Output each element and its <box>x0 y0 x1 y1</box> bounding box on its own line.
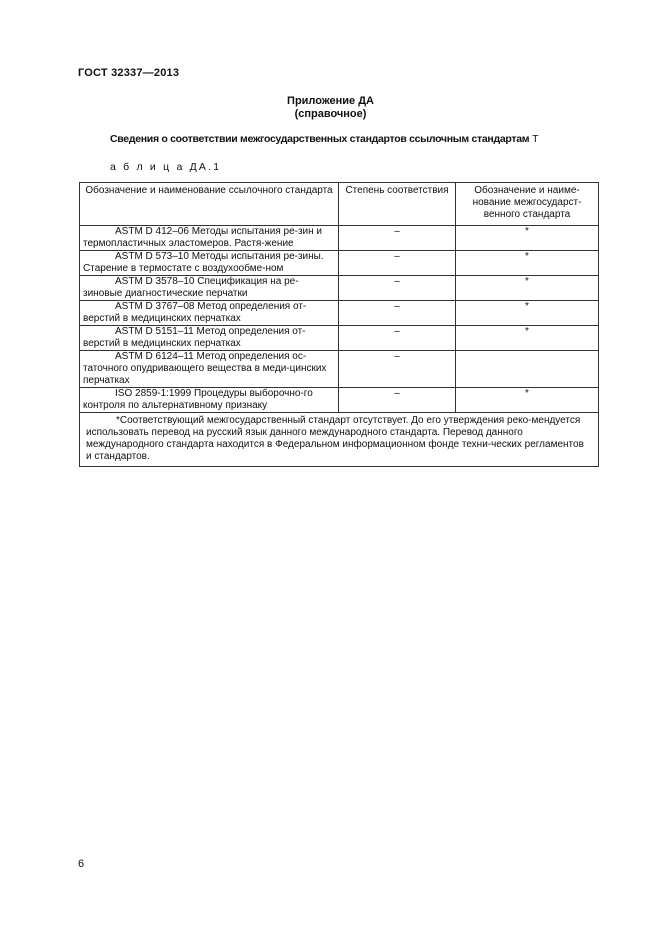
table-row <box>80 351 599 388</box>
correspondence-table <box>79 182 599 467</box>
row-gost: * <box>456 226 599 251</box>
row-degree: – <box>339 251 456 276</box>
row-standard-name: ASTM D 573–10 Методы испытания ре-зины. Старение в термостате с воздухообме-ном <box>80 251 339 276</box>
header-degree: Степень соответствия <box>339 183 456 226</box>
table-header-row <box>80 183 599 226</box>
page-number: 6 <box>78 858 85 870</box>
row-gost: * <box>456 251 599 276</box>
row-standard-name: ASTM D 3767–08 Метод определения от-верстий в медицинских перчатках <box>80 301 339 326</box>
table-row <box>80 388 599 413</box>
row-standard-name: ASTM D 412–06 Методы испытания ре-зин и термопластичных эластомеров. Растя-жение <box>80 226 339 251</box>
row-standard-name: ASTM D 6124–11 Метод определения ос-таточного опудривающего вещества в меди-цинских перчатках <box>80 351 339 388</box>
table-row <box>80 326 599 351</box>
table-row <box>80 251 599 276</box>
row-degree: – <box>339 351 456 388</box>
row-gost: * <box>456 326 599 351</box>
table-row <box>80 276 599 301</box>
appendix-heading <box>0 95 661 121</box>
table-row <box>80 301 599 326</box>
row-degree: – <box>339 276 456 301</box>
row-gost <box>456 351 599 388</box>
row-gost: * <box>456 388 599 413</box>
table-row <box>80 226 599 251</box>
caption-bold: Сведения о соответствии межгосударственных стандартов ссылочным стандартам <box>110 133 530 145</box>
table-label: а б л и ц а ДА.1 <box>110 161 222 173</box>
row-degree: – <box>339 326 456 351</box>
row-degree: – <box>339 301 456 326</box>
row-standard-name: ISO 2859-1:1999 Процедуры выборочно-го контроля по альтернативному признаку <box>80 388 339 413</box>
row-degree: – <box>339 226 456 251</box>
header-reference-standard: Обозначение и наименование ссылочного стандарта <box>80 183 339 226</box>
table-footnote: *Соответствующий межгосударственный стандарт отсутствует. До его утверждения реко-мендуется использовать перевод на русский язык данного международного стандарта. Перевод данного международного стандарта находится в Федеральном информационном фонде техни-ческих регламентов и стандартов. <box>80 413 599 467</box>
row-gost: * <box>456 276 599 301</box>
row-standard-name: ASTM D 5151–11 Метод определения от-верстий в медицинских перчатках <box>80 326 339 351</box>
table-footnote-row <box>80 413 599 467</box>
row-gost: * <box>456 301 599 326</box>
row-standard-name: ASTM D 3578–10 Спецификация на ре-зиновые диагностические перчатки <box>80 276 339 301</box>
caption-tail: Т <box>529 133 539 145</box>
appendix-title: Приложение ДА <box>287 95 374 107</box>
header-interstate-standard: Обозначение и наиме-нование межгосударст-венного стандарта <box>456 183 599 226</box>
appendix-subtitle: (справочное) <box>294 108 367 120</box>
row-degree: – <box>339 388 456 413</box>
document-code: ГОСТ 32337—2013 <box>78 67 180 79</box>
appendix-caption <box>110 133 539 145</box>
